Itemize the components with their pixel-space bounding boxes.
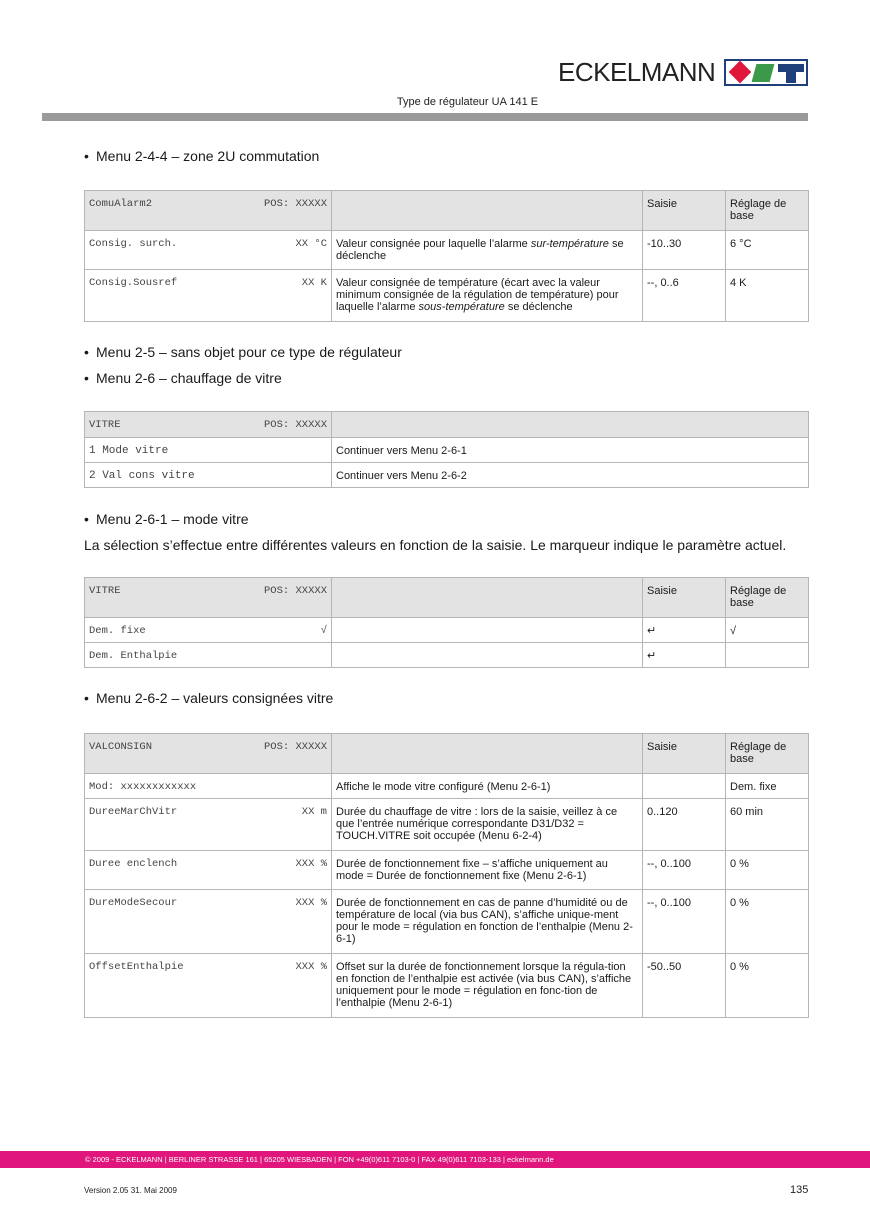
section-title-menu-2-5: • Menu 2-5 – sans objet pour ce type de régulateur bbox=[84, 344, 402, 360]
table-row: Dem. Enthalpie ↵ bbox=[85, 643, 809, 668]
table-row: DureeMarChVitr XX m Durée du chauffage de vitre : lors de la saisie, veillez à ce que l’entrée numérique correspondante D31/D32 = TOUCH.VITRE soit occupée (Menu 6-2-4) 0..120 60 min bbox=[85, 799, 809, 851]
table-header-row bbox=[85, 191, 809, 231]
table-menu-2-6 bbox=[84, 411, 809, 488]
document-title: Type de régulateur UA 141 E bbox=[396, 96, 539, 108]
table-menu-2-6-1 bbox=[84, 577, 809, 668]
table-row: Consig.Sousref XX K Valeur consignée de température (écart avec la valeur minimum consignée de la régulation de température) pour laquelle l’alarme sous-température se déclenche --, 0..6 4 K bbox=[85, 270, 809, 322]
menu-name: VITRE bbox=[89, 585, 121, 597]
version-label: Version 2.05 31. Mai 2009 bbox=[84, 1186, 177, 1195]
table-row: Mod: xxxxxxxxxxxx Affiche le mode vitre configuré (Menu 2-6-1) Dem. fixe bbox=[85, 774, 809, 799]
table-row: OffsetEnthalpie XXX % Offset sur la durée de fonctionnement lorsque la régula-tion en fonction de l’enthalpie est activée (via bus CAN), s’affiche uniquement pour le mode = régulation en fonc-tion de l’enthalpie (Menu 2-6-1) -50..50 0 % bbox=[85, 954, 809, 1018]
table-header-row bbox=[85, 734, 809, 774]
section-description: La sélection s’effectue entre différentes valeurs en fonction de la saisie. Le marqueur indique le paramètre actuel. bbox=[84, 537, 787, 553]
logo-text: ECKELMANN bbox=[558, 57, 716, 87]
menu-pos: POS: XXXXX bbox=[263, 741, 327, 753]
section-title-menu-2-6-2: • Menu 2-6-2 – valeurs consignées vitre bbox=[84, 690, 334, 706]
col-saisie: Saisie bbox=[643, 578, 726, 618]
table-row: 2 Val cons vitre Continuer vers Menu 2-6-2 bbox=[85, 463, 809, 488]
col-reglage: Réglage de base bbox=[726, 734, 809, 774]
logo-mark-icon bbox=[724, 59, 808, 86]
table-row: Consig. surch. XX °C Valeur consignée pour laquelle l’alarme sur-température se déclenche -10..30 6 °C bbox=[85, 231, 809, 270]
section-title-menu-2-6: • Menu 2-6 – chauffage de vitre bbox=[84, 370, 282, 386]
table-row: Duree enclench XXX % Durée de fonctionnement fixe – s’affiche uniquement au mode = Durée de fonctionnement fixe (Menu 2-6-1) --, 0..100 0 % bbox=[85, 851, 809, 890]
menu-name: ComuAlarm2 bbox=[89, 198, 153, 210]
table-row: 1 Mode vitre Continuer vers Menu 2-6-1 bbox=[85, 438, 809, 463]
col-reglage: Réglage de base bbox=[726, 578, 809, 618]
table-menu-2-4-4 bbox=[84, 190, 809, 322]
col-saisie: Saisie bbox=[643, 191, 726, 231]
menu-pos: POS: XXXXX bbox=[263, 198, 327, 210]
enter-icon: ↵ bbox=[643, 618, 726, 643]
table-header-row bbox=[85, 412, 809, 438]
header-divider bbox=[42, 113, 808, 121]
enter-icon: ↵ bbox=[643, 643, 726, 668]
table-row: DureModeSecour XXX % Durée de fonctionnement en cas de panne d’humidité ou de température de local (via bus CAN), s’affiche unique-ment pour le mode = régulation en fonction de l’enthalpie (Menu 2-6-1) --, 0..100 0 % bbox=[85, 890, 809, 954]
menu-pos: POS: XXXXX bbox=[263, 585, 327, 597]
col-saisie: Saisie bbox=[643, 734, 726, 774]
footer-copyright: © 2009 - ECKELMANN | BERLINER STRASSE 161 | 65205 WIESBADEN | FON +49(0)611 7103-0 | FAX 49(0)611 7103-133 | eckelmann.de bbox=[85, 1155, 554, 1164]
section-title-menu-2-4-4: • Menu 2-4-4 – zone 2U commutation bbox=[84, 148, 320, 164]
table-row: Dem. fixe √ ↵ √ bbox=[85, 618, 809, 643]
menu-name: VALCONSIGN bbox=[89, 741, 153, 753]
page-number: 135 bbox=[790, 1184, 809, 1196]
check-icon: √ bbox=[726, 618, 809, 643]
current-marker: √ bbox=[320, 625, 327, 637]
table-header-row bbox=[85, 578, 809, 618]
eckelmann-logo bbox=[558, 57, 808, 87]
menu-pos: POS: XXXXX bbox=[263, 419, 327, 431]
table-menu-2-6-2 bbox=[84, 733, 809, 1018]
menu-name: VITRE bbox=[89, 419, 121, 431]
section-title-menu-2-6-1: • Menu 2-6-1 – mode vitre bbox=[84, 511, 249, 527]
col-reglage: Réglage de base bbox=[726, 191, 809, 231]
